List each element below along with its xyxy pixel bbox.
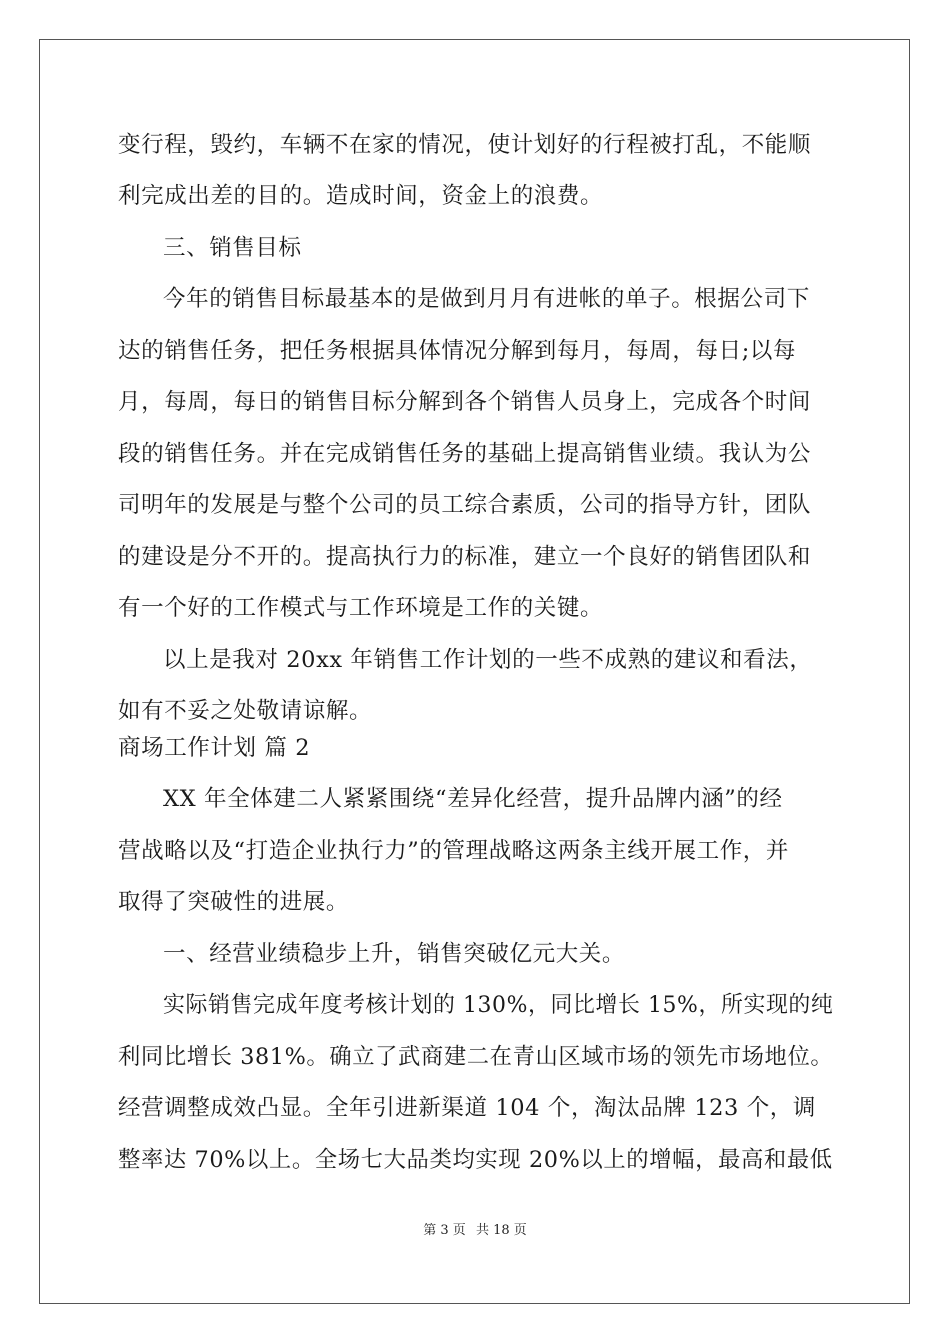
- text-line: XX 年全体建二人紧紧围绕“差异化经营，提升品牌内涵”的经: [163, 786, 783, 812]
- section-heading: 一、经营业绩稳步上升，销售突破亿元大关。: [163, 941, 626, 967]
- text-line: 整率达 70%以上。全场七大品类均实现 20%以上的增幅，最高和最低: [118, 1147, 833, 1173]
- text-line: 有一个好的工作模式与工作环境是工作的关键。: [118, 595, 604, 621]
- text-line: 取得了突破性的进展。: [118, 889, 350, 915]
- text-line: 的建设是分不开的。提高执行力的标准，建立一个良好的销售团队和: [118, 544, 812, 570]
- section-heading: 三、销售目标: [163, 235, 302, 261]
- text-line: 达的销售任务，把任务根据具体情况分解到每月，每周，每日;以每: [118, 338, 797, 364]
- total-pages: 共 18 页: [475, 1223, 527, 1238]
- page-footer: [0, 1219, 950, 1238]
- text-line: 变行程，毁约，车辆不在家的情况，使计划好的行程被打乱，不能顺: [118, 132, 812, 158]
- page-number: 第 3 页: [423, 1223, 466, 1238]
- text-line: 实际销售完成年度考核计划的 130%，同比增长 15%，所实现的纯: [163, 992, 834, 1018]
- text-line: 如有不妥之处敬请谅解。: [118, 698, 373, 724]
- text-line: 司明年的发展是与整个公司的员工综合素质，公司的指导方针，团队: [118, 492, 812, 518]
- text-line: 利完成出差的目的。造成时间，资金上的浪费。: [118, 183, 604, 209]
- text-line: 利同比增长 381%。确立了武商建二在青山区域市场的领先市场地位。: [118, 1044, 834, 1070]
- article-title: 商场工作计划 篇 2: [118, 735, 311, 761]
- text-line: 经营调整成效凸显。全年引进新渠道 104 个，淘汰品牌 123 个，调: [118, 1095, 817, 1121]
- text-line: 营战略以及“打造企业执行力”的管理战略这两条主线开展工作，并: [118, 838, 790, 864]
- text-line: 以上是我对 20xx 年销售工作计划的一些不成熟的建议和看法，: [163, 647, 813, 673]
- text-line: 今年的销售目标最基本的是做到月月有进帐的单子。根据公司下: [163, 286, 810, 312]
- text-line: 段的销售任务。并在完成销售任务的基础上提高销售业绩。我认为公: [118, 441, 812, 467]
- text-line: 月，每周，每日的销售目标分解到各个销售人员身上，完成各个时间: [118, 389, 812, 415]
